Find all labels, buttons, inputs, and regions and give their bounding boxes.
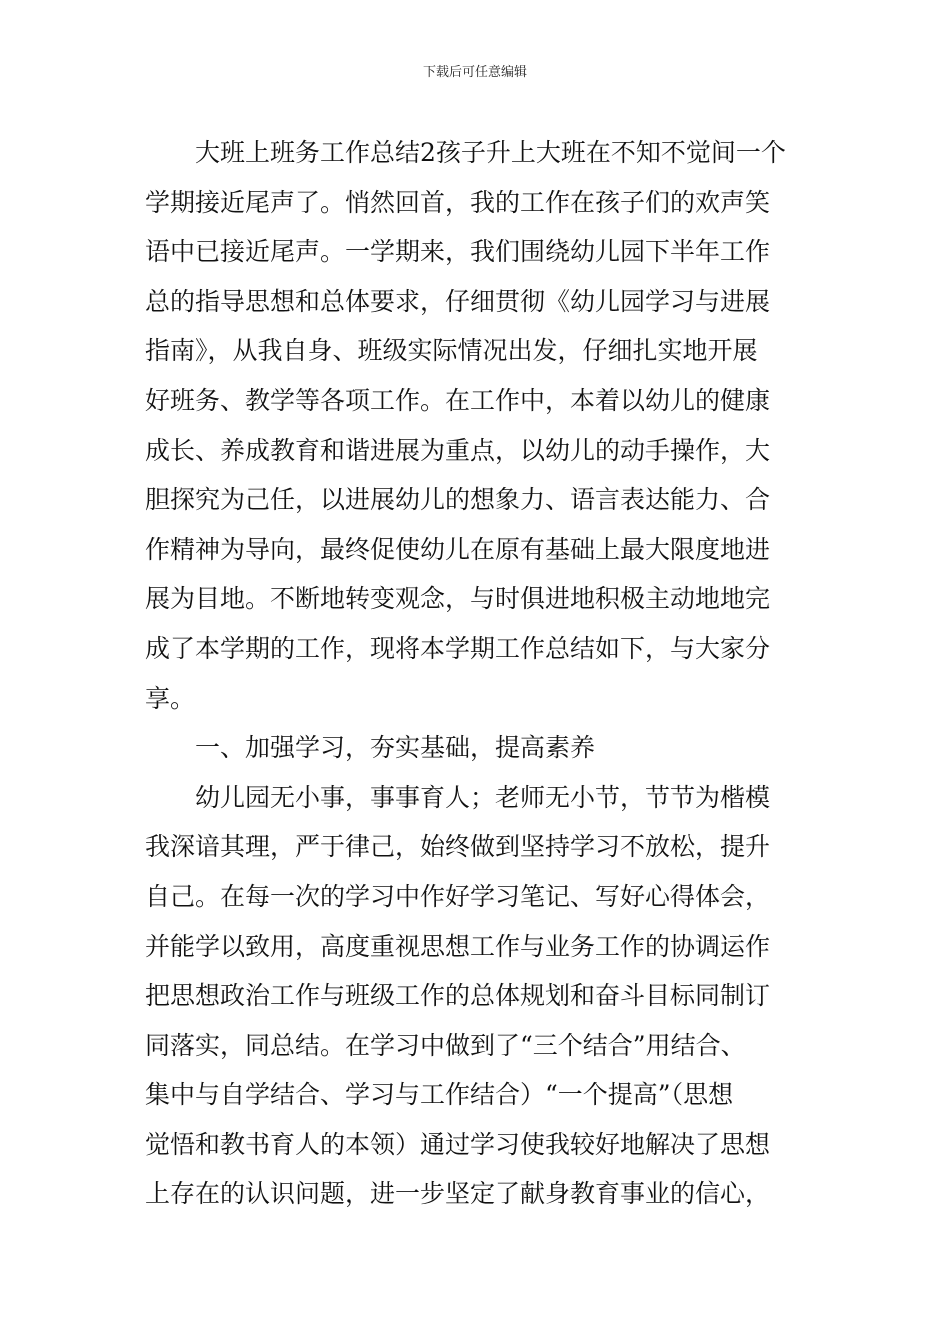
text-line: 大班上班务工作总结2孩子升上大班在不知不觉间一个 (195, 138, 786, 167)
text-line: 展为目地。不断地转变观念，与时俱进地积极主动地地完 (145, 584, 771, 614)
text-line: 享。 (145, 683, 196, 713)
text-line: 成了本学期的工作，现将本学期工作总结如下，与大家分 (145, 633, 771, 663)
text-line: 成长、养成教育和谐进展为重点，以幼儿的动手操作，大 (145, 435, 771, 465)
text-line: 把思想政治工作与班级工作的总体规划和奋斗目标同制订 (145, 981, 771, 1011)
text-line: 觉悟和教书育人的本领）通过学习使我较好地解决了思想 (145, 1129, 771, 1159)
text-line: 自己。在每一次的学习中作好学习笔记、写好心得体会， (145, 881, 771, 911)
text-line: 胆探究为己任，以进展幼儿的想象力、语言表达能力、合 (145, 485, 771, 515)
text-line: 并能学以致用，高度重视思想工作与业务工作的协调运作 (145, 931, 771, 961)
text-line: 幼儿园无小事，事事育人；老师无小节，节节为楷模 (195, 782, 771, 812)
text-line: 我深谙其理，严于律己，始终做到坚持学习不放松，提升 (145, 832, 771, 862)
text-line: 学期接近尾声了。悄然回首，我的工作在孩子们的欢声笑 (145, 187, 771, 217)
text-line: 一、加强学习，夯实基础，提高素养 (195, 733, 596, 763)
text-line: 作精神为导向，最终促使幼儿在原有基础上最大限度地进 (145, 534, 771, 564)
page-header-note: 下载后可任意编辑 (422, 65, 527, 80)
text-line: 集中与自学结合、学习与工作结合）“一个提高”（思想 (145, 1080, 734, 1110)
document-body (145, 128, 807, 1219)
text-line: 指南》，从我自身、班级实际情况出发，仔细扎实地开展 (145, 336, 758, 366)
text-line: 好班务、教学等各项工作。在工作中，本着以幼儿的健康 (145, 385, 771, 415)
text-line: 同落实，同总结。在学习中做到了“三个结合”用结合、 (145, 1030, 746, 1060)
text-line: 总的指导思想和总体要求，仔细贯彻《幼儿园学习与进展 (145, 286, 771, 316)
text-line: 语中已接近尾声。一学期来，我们围绕幼儿园下半年工作 (145, 237, 771, 267)
text-line: 上存在的认识问题，进一步坚定了献身教育事业的信心， (145, 1179, 771, 1209)
